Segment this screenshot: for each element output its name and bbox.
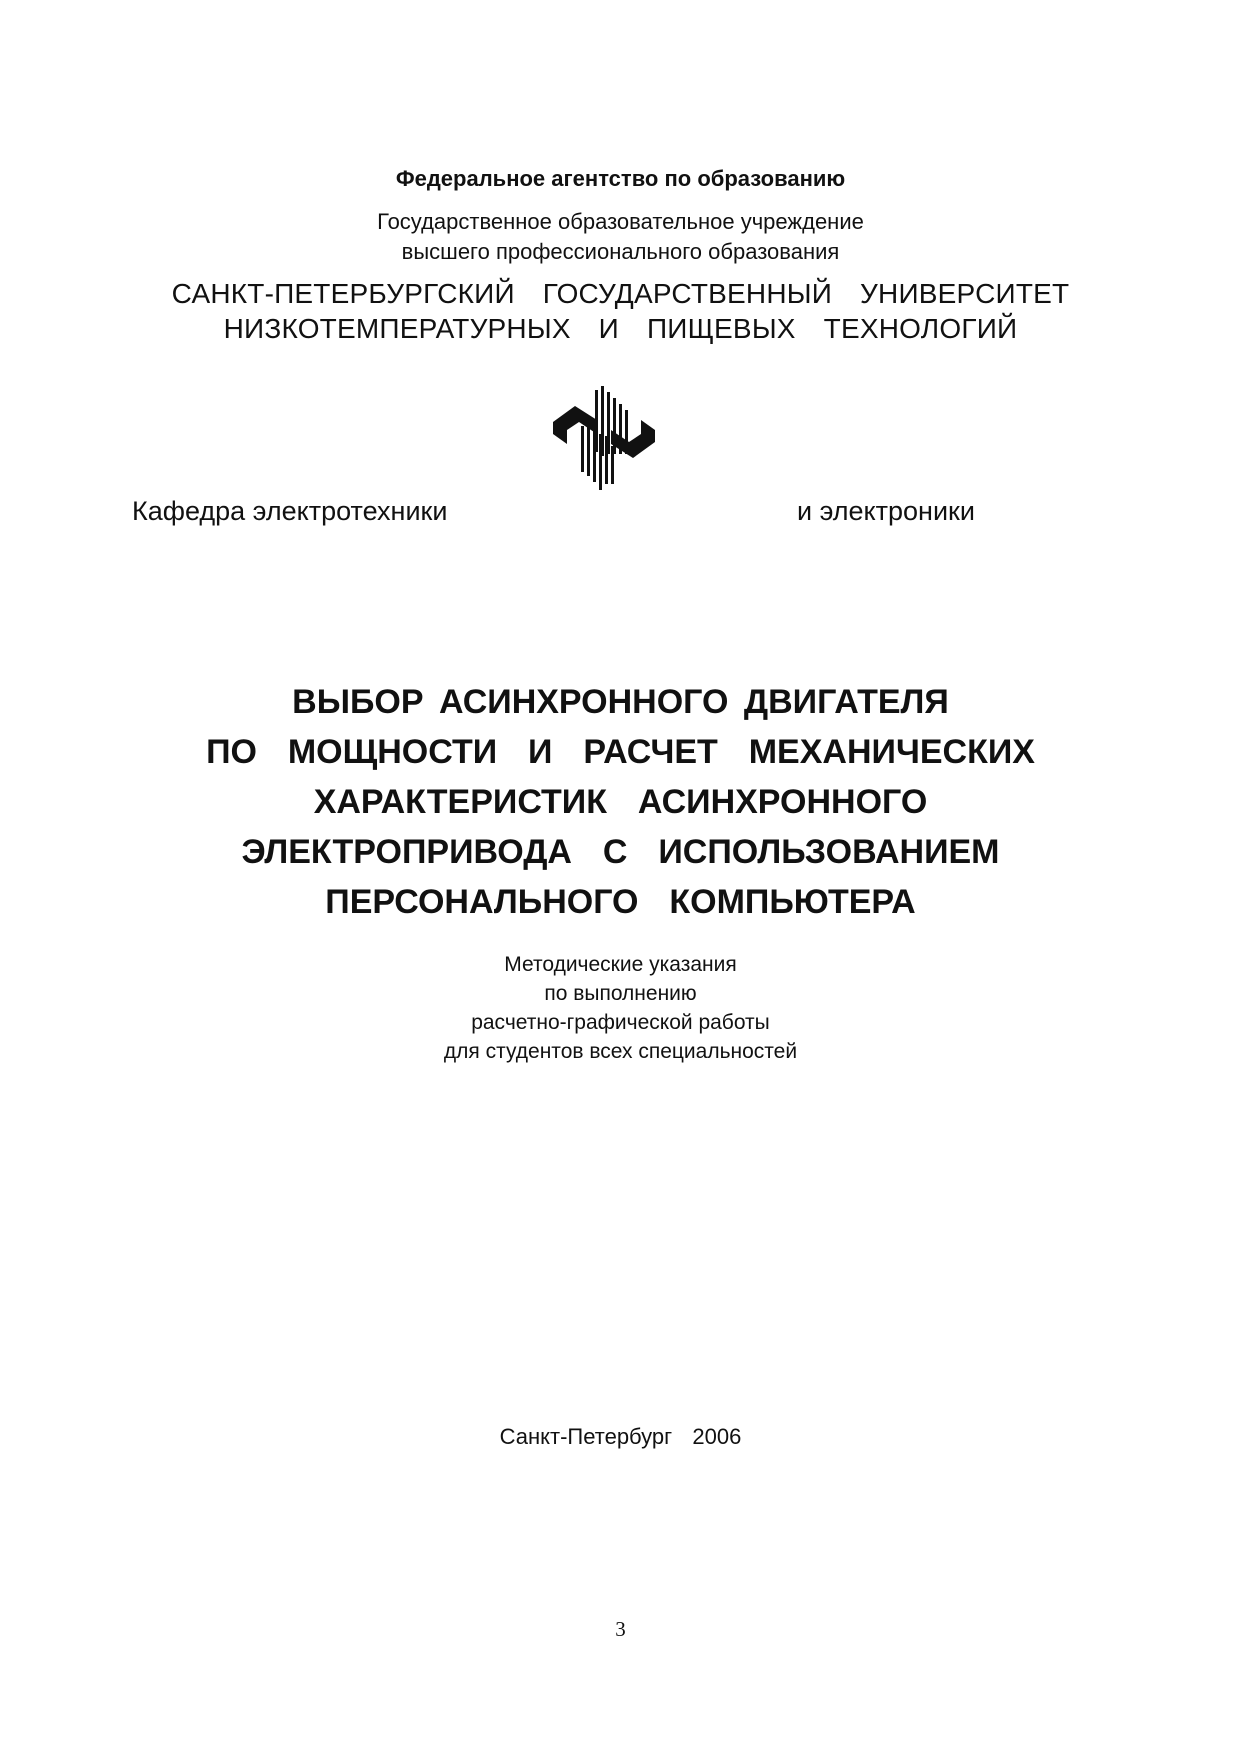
university-name-line-2: НИЗКОТЕМПЕРАТУРНЫХ И ПИЩЕВЫХ ТЕХНОЛОГИЙ	[223, 313, 1018, 344]
document-title-line-1: ВЫБОР АСИНХРОННОГО ДВИГАТЕЛЯ	[292, 683, 949, 721]
agency-name: Федеральное агентство по образованию	[395, 166, 846, 191]
city-year: Санкт-Петербург 2006	[499, 1424, 742, 1449]
document-subtitle-line-1: Методические указания	[504, 953, 737, 976]
document-subtitle-line-3: расчетно-графической работы	[471, 1011, 770, 1034]
document-title-line-4: ЭЛЕКТРОПРИВОДА С ИСПОЛЬЗОВАНИЕМ	[241, 833, 1000, 871]
department-name-right: и электроники	[797, 496, 975, 526]
document-title	[0, 677, 1241, 927]
document-title-line-5: ПЕРСОНАЛЬНОГО КОМПЬЮТЕРА	[325, 883, 916, 921]
document-title-line-3: ХАРАКТЕРИСТИК АСИНХРОННОГО	[313, 783, 928, 821]
institution-type-line-1: Государственное образовательное учреждение	[377, 209, 864, 234]
document-subtitle-line-4: для студентов всех специальностей	[443, 1040, 798, 1063]
document-title-line-2: ПО МОЩНОСТИ И РАСЧЕТ МЕХАНИЧЕСКИХ	[206, 733, 1035, 771]
institution-type-line-2: высшего профессионального образования	[401, 239, 840, 264]
university-name	[0, 276, 1241, 346]
university-name-line-1: САНКТ-ПЕТЕРБУРГСКИЙ ГОСУДАРСТВЕННЫЙ УНИВЕРСИТЕТ	[171, 278, 1070, 309]
document-subtitle	[0, 950, 1241, 1066]
page-number: 3	[615, 1617, 626, 1641]
university-emblem-icon	[549, 386, 659, 490]
department-name-left: Кафедра электротехники	[132, 496, 448, 526]
institution-type	[0, 207, 1241, 267]
document-subtitle-line-2: по выполнению	[544, 982, 697, 1005]
